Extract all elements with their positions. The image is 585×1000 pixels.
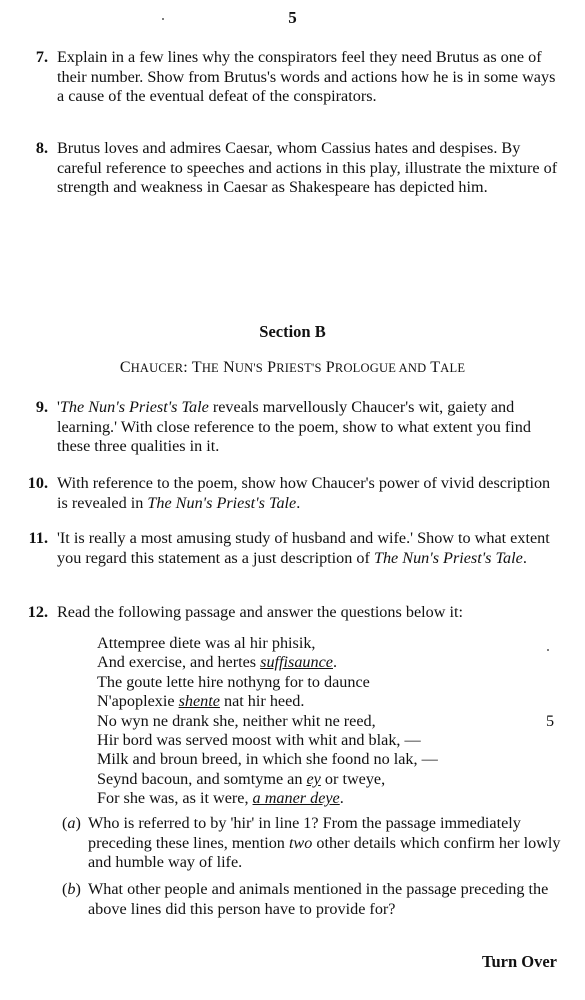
passage-line: Milk and broun breed, in which she foond no lak, —	[97, 750, 438, 769]
passage-line: No wyn ne drank she, neither whit ne reed, 5	[97, 711, 555, 730]
question-text: 'The Nun's Priest's Tale reveals marvellously Chaucer's wit, gaiety and learning.' With close reference to the poem, show to what extent you find these three qualities in it.	[57, 398, 531, 455]
question-text: With reference to the poem, show how Chaucer's power of vivid description is revealed in The Nun's Priest's Tale.	[57, 474, 551, 512]
question-8	[20, 139, 560, 198]
work-title: The Nun's Priest's Tale	[373, 548, 523, 567]
underlined-word: shente	[178, 692, 220, 711]
question-number: 9.	[35, 398, 48, 416]
subquestion-a	[62, 814, 562, 873]
passage-line: Hir bord was served moost with whit and blak, —	[97, 731, 421, 750]
question-number: 8.	[35, 139, 48, 157]
passage-line: Attempree diete was al hir phisik,	[97, 634, 316, 652]
page-number: 5	[288, 8, 297, 27]
question-number: 11.	[28, 529, 48, 547]
question-number: 12.	[27, 603, 48, 621]
passage-line: And exercise, and hertes suffisaunce.	[97, 653, 338, 672]
turn-over-note: Turn Over	[481, 952, 557, 971]
section-subtitle: CHAUCER: THE NUN'S PRIEST'S PROLOGUE AND TALE	[119, 359, 466, 376]
passage-line: For she was, as it were, a maner deye.	[97, 789, 344, 808]
line-number: 5	[546, 711, 555, 730]
work-title: The Nun's Priest's Tale	[147, 493, 297, 512]
passage-line: N'apoplexie shente nat hir heed.	[97, 692, 305, 711]
section-heading: Section B	[259, 322, 326, 341]
question-9	[20, 398, 560, 457]
question-12	[20, 603, 560, 623]
question-7	[20, 48, 560, 107]
subquestion-label: (a)	[62, 814, 81, 832]
question-number: 10.	[27, 474, 48, 492]
speck-mark	[162, 18, 164, 20]
question-number: 7.	[35, 48, 48, 66]
subquestion-text: Who is referred to by 'hir' in line 1? From the passage immediately preceding these lines, mention two other details which confirm her lowly and humble way of life.	[88, 814, 561, 871]
passage-line: The goute lette hire nothyng for to daunce	[97, 672, 370, 691]
speck-mark	[547, 649, 549, 651]
question-text: 'It is really a most amusing study of husband and wife.' Show to what extent you regard this statement as a just description of The Nun's Priest's Tale.	[57, 529, 550, 567]
underlined-word: ey	[306, 769, 321, 788]
question-10	[20, 474, 560, 513]
subquestion-label: (b)	[62, 880, 81, 898]
question-11	[20, 529, 560, 568]
underlined-word: a maner deye	[252, 789, 340, 808]
question-text: Brutus loves and admires Caesar, whom Cassius hates and despises. By careful reference to speeches and actions in this play, illustrate the mixture of strength and weakness in Caesar as Shakespeare has depicted him.	[57, 139, 558, 196]
passage-line: Seynd bacoun, and somtyme an ey or tweye,	[97, 769, 386, 788]
work-title: The Nun's Priest's Tale	[59, 398, 209, 416]
question-text: Read the following passage and answer the questions below it:	[57, 603, 463, 621]
question-text: Explain in a few lines why the conspirators feel they need Brutus as one of their number. Show from Brutus's words and actions how he is in some ways a cause of the eventual defeat of the conspirators.	[57, 48, 556, 105]
subquestion-b	[62, 880, 562, 919]
subquestion-text: What other people and animals mentioned in the passage preceding the above lines did this person have to provide for?	[88, 880, 549, 918]
poem-passage	[97, 634, 567, 809]
underlined-word: suffisaunce	[260, 653, 333, 672]
